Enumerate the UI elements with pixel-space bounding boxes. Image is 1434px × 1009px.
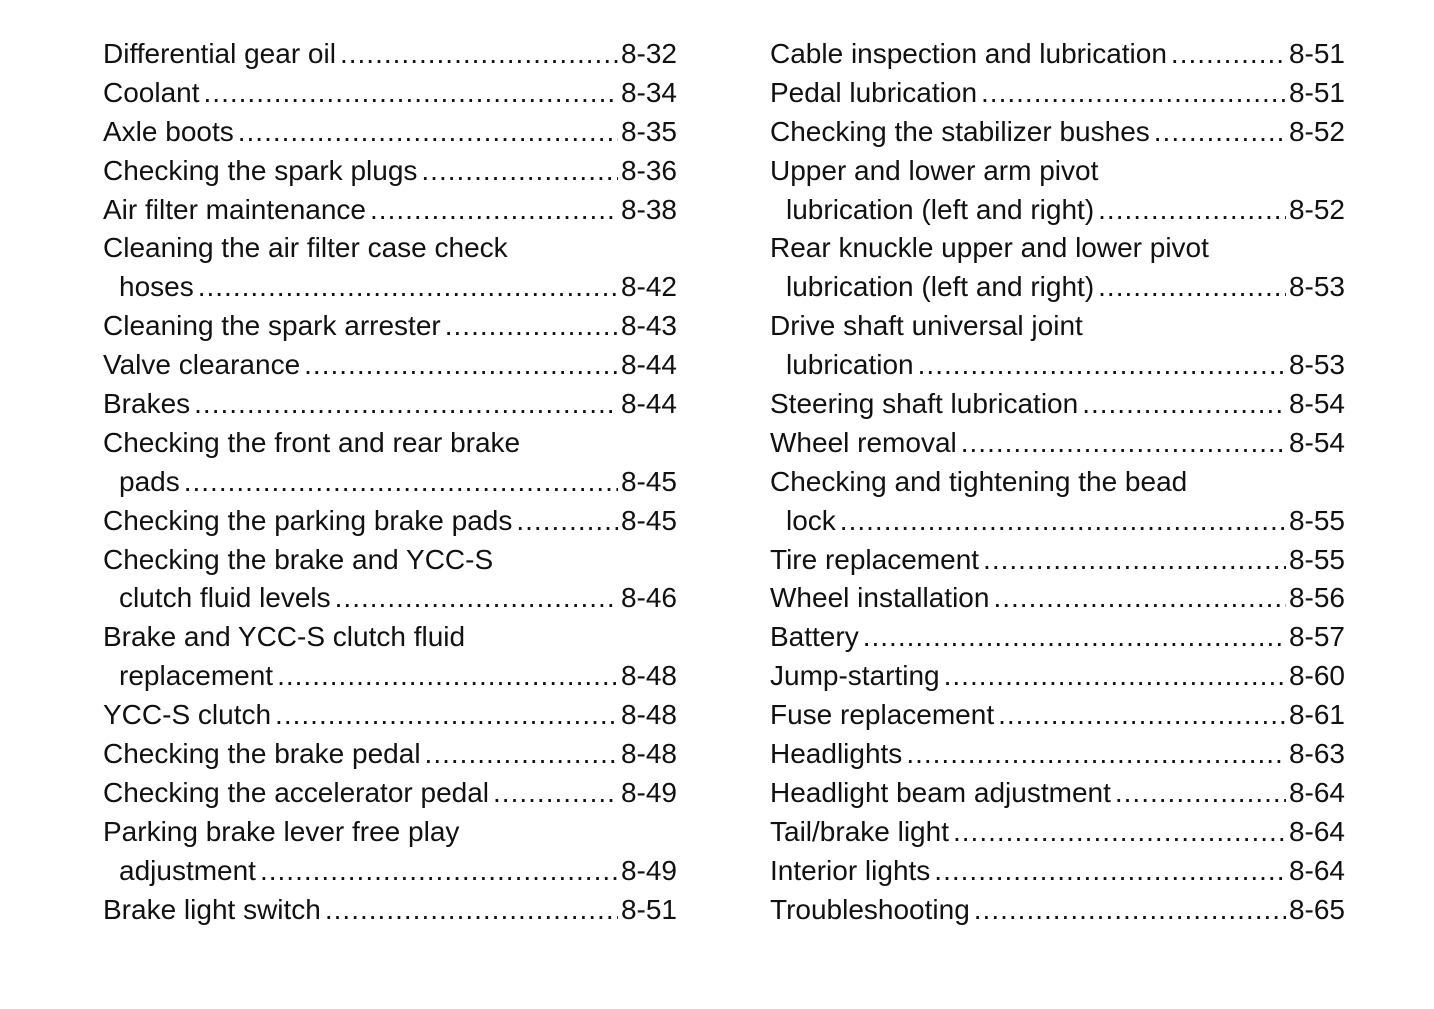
toc-entry-title: Cleaning the spark arrester bbox=[103, 310, 441, 342]
toc-entry bbox=[103, 735, 677, 774]
toc-entry-title: Parking brake lever free play bbox=[103, 815, 460, 847]
toc-entry bbox=[103, 152, 677, 191]
toc-entry-title: Brake and YCC-S clutch fluid bbox=[103, 621, 466, 653]
toc-page-number: 8-54 bbox=[1288, 426, 1345, 458]
dot-leader bbox=[493, 774, 618, 813]
dot-leader bbox=[953, 813, 1286, 852]
dot-leader bbox=[934, 852, 1286, 891]
toc-entry bbox=[103, 891, 677, 930]
toc-entry bbox=[103, 268, 677, 307]
toc-entry-title: Checking the front and rear brake bbox=[103, 426, 521, 458]
toc-entry-title: Checking the stabilizer bushes bbox=[770, 115, 1150, 147]
toc-entry-title: Brakes bbox=[103, 388, 191, 420]
toc-entry bbox=[770, 891, 1345, 930]
toc-entry bbox=[770, 113, 1345, 152]
toc-page-number: 8-44 bbox=[620, 388, 677, 420]
toc-entry bbox=[770, 657, 1345, 696]
toc-entry-title: Checking the parking brake pads bbox=[103, 504, 513, 536]
dot-leader bbox=[277, 657, 618, 696]
toc-page-number: 8-52 bbox=[1288, 115, 1345, 147]
dot-leader bbox=[304, 346, 618, 385]
toc-page-number: 8-64 bbox=[1288, 815, 1345, 847]
toc-entry bbox=[770, 774, 1345, 813]
toc-entry-title: Headlight beam adjustment bbox=[770, 776, 1111, 808]
toc-entry-title: Cleaning the air filter case check bbox=[103, 232, 508, 264]
toc-entry-heading bbox=[770, 229, 1345, 268]
dot-leader bbox=[961, 424, 1286, 463]
toc-entry bbox=[770, 268, 1345, 307]
toc-entry-title: adjustment bbox=[119, 854, 256, 886]
dot-leader bbox=[974, 891, 1286, 930]
toc-page-number: 8-57 bbox=[1288, 621, 1345, 653]
toc-page-number: 8-42 bbox=[620, 271, 677, 303]
toc-entry-title: Differential gear oil bbox=[103, 38, 336, 69]
toc-entry-title: Jump-starting bbox=[770, 660, 940, 692]
toc-entry bbox=[770, 813, 1345, 852]
toc-page-number: 8-51 bbox=[620, 893, 677, 925]
toc-entry-title: Tire replacement bbox=[770, 543, 980, 575]
dot-leader bbox=[1115, 774, 1286, 813]
dot-leader bbox=[944, 657, 1286, 696]
toc-entry-title: Checking the brake and YCC-S bbox=[103, 543, 494, 575]
toc-page-number: 8-48 bbox=[620, 699, 677, 731]
toc-entry bbox=[770, 735, 1345, 774]
toc-entry-title: Troubleshooting bbox=[770, 893, 970, 925]
toc-entry-heading bbox=[103, 541, 677, 580]
toc-entry bbox=[770, 541, 1345, 580]
toc-entry-heading bbox=[770, 307, 1345, 346]
toc-entry bbox=[103, 696, 677, 735]
dot-leader bbox=[275, 696, 618, 735]
toc-entry-title: Wheel installation bbox=[770, 582, 990, 614]
toc-page-number: 8-43 bbox=[620, 310, 677, 342]
toc-page-number: 8-64 bbox=[1288, 776, 1345, 808]
toc-entry-title: Checking the brake pedal bbox=[103, 738, 421, 770]
toc-page-number: 8-44 bbox=[620, 349, 677, 381]
dot-leader bbox=[993, 579, 1286, 618]
toc-entry-title: YCC-S clutch bbox=[103, 699, 272, 731]
toc-entry-title: Steering shaft lubrication bbox=[770, 388, 1079, 420]
toc-entry bbox=[770, 502, 1345, 541]
dot-leader bbox=[421, 152, 618, 191]
toc-entry bbox=[770, 385, 1345, 424]
toc-entry bbox=[103, 463, 677, 502]
toc-page-number: 8-32 bbox=[620, 38, 677, 69]
toc-page-number: 8-48 bbox=[620, 738, 677, 770]
dot-leader bbox=[1171, 35, 1286, 74]
toc-page-number: 8-63 bbox=[1288, 738, 1345, 770]
dot-leader bbox=[998, 696, 1286, 735]
toc-page-number: 8-49 bbox=[620, 776, 677, 808]
dot-leader bbox=[260, 852, 618, 891]
toc-entry-title: Headlights bbox=[770, 738, 903, 770]
toc-entry-title: Coolant bbox=[103, 76, 200, 108]
toc-right-column bbox=[770, 35, 1345, 929]
toc-entry-title: Drive shaft universal joint bbox=[770, 310, 1083, 342]
toc-page-number: 8-49 bbox=[620, 854, 677, 886]
toc-entry-title: lubrication (left and right) bbox=[786, 193, 1095, 225]
toc-entry-heading bbox=[103, 229, 677, 268]
toc-page-number: 8-52 bbox=[1288, 193, 1345, 225]
toc-entry-title: hoses bbox=[119, 271, 194, 303]
toc-entry bbox=[770, 424, 1345, 463]
toc-entry bbox=[103, 657, 677, 696]
toc-entry-title: Wheel removal bbox=[770, 426, 957, 458]
toc-page-number: 8-55 bbox=[1288, 543, 1345, 575]
dot-leader bbox=[325, 891, 618, 930]
toc-entry-title: Tail/brake light bbox=[770, 815, 949, 847]
dot-leader bbox=[204, 74, 618, 113]
dot-leader bbox=[445, 307, 618, 346]
toc-entry bbox=[103, 346, 677, 385]
toc-entry bbox=[103, 191, 677, 230]
toc-entry-heading bbox=[770, 152, 1345, 191]
toc-entry-title: Checking the spark plugs bbox=[103, 154, 418, 186]
toc-page-number: 8-56 bbox=[1288, 582, 1345, 614]
toc-entry bbox=[770, 618, 1345, 657]
toc-page-number: 8-45 bbox=[620, 504, 677, 536]
toc-entry-title: Fuse replacement bbox=[770, 699, 995, 731]
toc-entry-heading bbox=[103, 813, 677, 852]
toc-page-number: 8-64 bbox=[1288, 854, 1345, 886]
dot-leader bbox=[516, 502, 618, 541]
toc-entry bbox=[770, 852, 1345, 891]
dot-leader bbox=[340, 35, 618, 74]
toc-page-number: 8-36 bbox=[620, 154, 677, 186]
toc-page-number: 8-65 bbox=[1288, 893, 1345, 925]
toc-page-number: 8-45 bbox=[620, 465, 677, 497]
toc-entry bbox=[103, 502, 677, 541]
toc-entry bbox=[103, 579, 677, 618]
toc-page-number: 8-48 bbox=[620, 660, 677, 692]
dot-leader bbox=[370, 191, 618, 230]
toc-page-number: 8-53 bbox=[1288, 349, 1345, 381]
toc-entry bbox=[103, 852, 677, 891]
toc-page-number: 8-51 bbox=[1288, 38, 1345, 69]
dot-leader bbox=[425, 735, 618, 774]
toc-entry-title: pads bbox=[119, 465, 180, 497]
toc-entry-title: Axle boots bbox=[103, 115, 234, 147]
toc-entry-title: Checking the accelerator pedal bbox=[103, 776, 490, 808]
dot-leader bbox=[335, 579, 618, 618]
dot-leader bbox=[1154, 113, 1286, 152]
toc-entry-title: Battery bbox=[770, 621, 859, 653]
toc-entry bbox=[770, 191, 1345, 230]
toc-entry-heading bbox=[770, 463, 1345, 502]
toc-entry-title: Pedal lubrication bbox=[770, 76, 978, 108]
toc-left-column bbox=[103, 35, 677, 929]
toc-entry-title: Valve clearance bbox=[103, 349, 301, 381]
dot-leader bbox=[194, 385, 618, 424]
toc-entry bbox=[770, 579, 1345, 618]
dot-leader bbox=[983, 541, 1286, 580]
toc-entry-title: Rear knuckle upper and lower pivot bbox=[770, 232, 1209, 264]
toc-entry-title: lubrication bbox=[786, 349, 914, 381]
dot-leader bbox=[840, 502, 1286, 541]
toc-entry-title: lubrication (left and right) bbox=[786, 271, 1095, 303]
toc-entry-title: Cable inspection and lubrication bbox=[770, 38, 1167, 69]
toc-entry-title: replacement bbox=[119, 660, 274, 692]
toc-entry bbox=[103, 35, 677, 74]
toc-entry-title: Interior lights bbox=[770, 854, 931, 886]
dot-leader bbox=[906, 735, 1286, 774]
toc-page-number: 8-46 bbox=[620, 582, 677, 614]
toc-entry bbox=[103, 774, 677, 813]
toc-entry bbox=[103, 385, 677, 424]
toc-page-number: 8-35 bbox=[620, 115, 677, 147]
dot-leader bbox=[238, 113, 618, 152]
toc-entry bbox=[103, 74, 677, 113]
toc-page-number: 8-54 bbox=[1288, 388, 1345, 420]
dot-leader bbox=[863, 618, 1286, 657]
toc-page-number: 8-53 bbox=[1288, 271, 1345, 303]
toc-entry-title: Air filter maintenance bbox=[103, 193, 367, 225]
toc-entry bbox=[103, 307, 677, 346]
toc-page-number: 8-60 bbox=[1288, 660, 1345, 692]
dot-leader bbox=[918, 346, 1286, 385]
toc-page-number: 8-34 bbox=[620, 76, 677, 108]
toc-entry-title: lock bbox=[786, 504, 836, 536]
toc-entry bbox=[103, 113, 677, 152]
dot-leader bbox=[198, 268, 618, 307]
toc-page-number: 8-55 bbox=[1288, 504, 1345, 536]
toc-entry-heading bbox=[103, 424, 677, 463]
toc-entry bbox=[770, 35, 1345, 74]
dot-leader bbox=[184, 463, 618, 502]
dot-leader bbox=[1098, 191, 1286, 230]
dot-leader bbox=[1082, 385, 1286, 424]
dot-leader bbox=[981, 74, 1286, 113]
toc-entry-title: Checking and tightening the bead bbox=[770, 465, 1188, 497]
toc-entry bbox=[770, 74, 1345, 113]
dot-leader bbox=[1098, 268, 1286, 307]
toc-entry-heading bbox=[103, 618, 677, 657]
toc-page-number: 8-51 bbox=[1288, 76, 1345, 108]
toc-entry bbox=[770, 696, 1345, 735]
toc-entry-title: clutch fluid levels bbox=[119, 582, 331, 614]
toc-page-number: 8-38 bbox=[620, 193, 677, 225]
toc-page-number: 8-61 bbox=[1288, 699, 1345, 731]
toc-entry bbox=[770, 346, 1345, 385]
toc-entry-title: Upper and lower arm pivot bbox=[770, 154, 1099, 186]
toc-entry-title: Brake light switch bbox=[103, 893, 321, 925]
